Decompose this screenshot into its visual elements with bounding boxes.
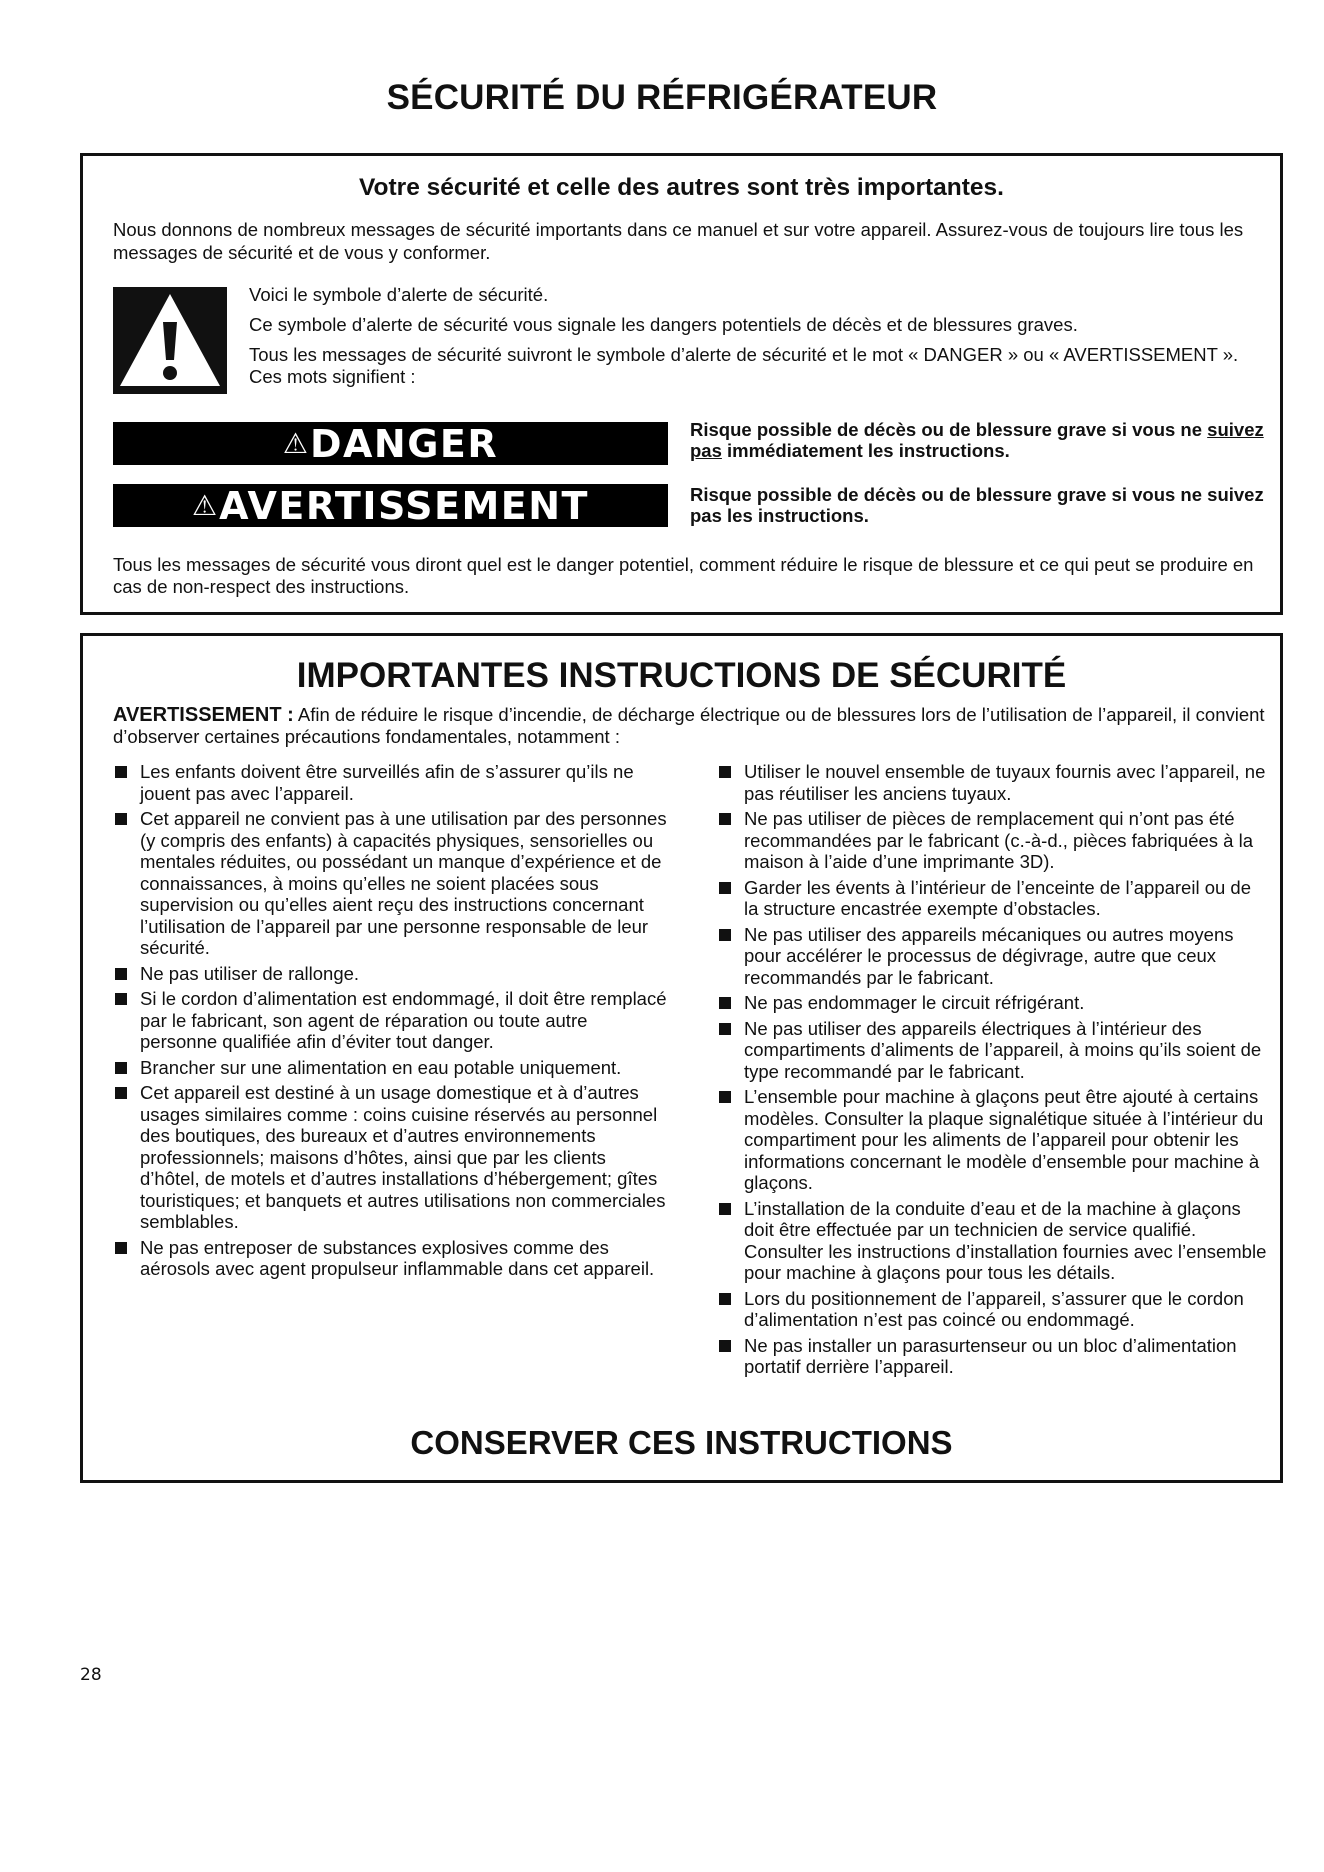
list-item [113, 988, 668, 1053]
safety-notice-box [80, 153, 1283, 615]
warning-intro [113, 704, 1273, 747]
alert-line: Tous les messages de sécurité suivront le symbole d’alerte de sécurité et le mot « DANGER » ou « AVERTISSEMENT ». Ces mots signifient : [249, 344, 1239, 387]
square-bullet-icon [719, 882, 731, 894]
list-item [717, 1086, 1269, 1194]
square-bullet-icon [719, 1340, 731, 1352]
list-item [717, 1018, 1269, 1083]
list-item [717, 808, 1269, 873]
list-item-text: Ne pas utiliser des appareils mécaniques ou autres moyens pour accélérer le processus de dégivrage, autre que ceux recommandés par le fabricant. [744, 923, 1234, 988]
list-item [113, 963, 668, 985]
danger-word: DANGER [309, 421, 499, 466]
list-item-text: Ne pas entreposer de substances explosives comme des aérosols avec agent propulseur inflammable dans cet appareil. [140, 1236, 655, 1279]
list-item [717, 761, 1269, 804]
list-item [717, 924, 1269, 989]
list-item-text: Ne pas installer un parasurtenseur ou un bloc d’alimentation portatif derrière l’appareil. [744, 1334, 1237, 1377]
list-item [113, 808, 668, 959]
alert-line: Voici le symbole d’alerte de sécurité. [249, 284, 549, 305]
warning-triangle-icon: ⚠ [192, 488, 218, 522]
square-bullet-icon [115, 993, 127, 1005]
square-bullet-icon [115, 766, 127, 778]
danger-description-text: Risque possible de décès ou de blessure grave si vous ne [690, 419, 1208, 440]
square-bullet-icon [719, 813, 731, 825]
list-item-text: Les enfants doivent être surveillés afin de s’assurer qu’ils ne jouent pas avec l’appareil. [140, 761, 634, 804]
list-item [717, 1335, 1269, 1378]
instructions-title: IMPORTANTES INSTRUCTIONS DE SÉCURITÉ [296, 656, 1067, 695]
square-bullet-icon [115, 1062, 127, 1074]
warning-signal-bar [113, 484, 668, 527]
square-bullet-icon [719, 1203, 731, 1215]
list-item-text: Cet appareil ne convient pas à une utilisation par des personnes (y compris des enfants) à capacités physiques, sensorielles ou mentales réduites, ou possédant un manque d’expérience et de connaissances, à moins qu’elles ne soient placées sous supervision ou qu’elles aient reçu des instructions concernant l’utilisation de l’appareil par une personne responsable de leur sécurité. [140, 808, 667, 958]
square-bullet-icon [719, 1023, 731, 1035]
list-item [113, 1057, 668, 1079]
list-item-text: Utiliser le nouvel ensemble de tuyaux fournis avec l’appareil, ne pas réutiliser les anciens tuyaux. [744, 761, 1266, 804]
safety-notice-title: Votre sécurité et celle des autres sont très importantes. [359, 174, 1004, 201]
list-item [717, 1198, 1269, 1284]
square-bullet-icon [115, 1087, 127, 1099]
list-item [113, 1082, 668, 1233]
list-item [717, 877, 1269, 920]
list-item-text: Si le cordon d’alimentation est endommagé, il doit être remplacé par le fabricant, son agent de réparation ou toute autre personne qualifiée afin d’éviter tout danger. [140, 988, 667, 1052]
danger-signal-bar [113, 422, 668, 465]
instructions-left-column [113, 761, 668, 1284]
warning-label: AVERTISSEMENT : [113, 704, 294, 726]
square-bullet-icon [719, 766, 731, 778]
list-item-text: Ne pas endommager le circuit réfrigérant. [744, 992, 1085, 1013]
list-item-text: Cet appareil est destiné à un usage domestique et à d’autres usages similaires comme : coins cuisine réservés au personnel des boutiques, des bureaux et d’autres environnements professionnels; maisons d’hôtes, ainsi que par les clients d’hôtel, de motels et d’autres installations d’hébergement; gîtes touristiques; et banquets et autres utilisations non commerciales semblables. [140, 1082, 666, 1232]
list-item-text: L’ensemble pour machine à glaçons peut être ajouté à certains modèles. Consulter la plaque signalétique située à l’intérieur du compartiment pour les aliments de l’appareil pour obtenir les informations concernant le modèle d’ensemble pour machine à glaçons. [744, 1086, 1264, 1193]
list-item-text: Ne pas utiliser de pièces de remplacement qui n’ont pas été recommandées par le fabricant (c.-à-d., pièces fabriquées à la maison à l’aide d’une imprimante 3D). [744, 808, 1254, 872]
square-bullet-icon [115, 968, 127, 980]
warning-word: AVERTISSEMENT [219, 483, 589, 528]
square-bullet-icon [719, 1091, 731, 1103]
square-bullet-icon [115, 1242, 127, 1254]
instructions-right-column [717, 761, 1269, 1382]
closing-title: CONSERVER CES INSTRUCTIONS [410, 1424, 953, 1461]
list-item-text: Ne pas utiliser de rallonge. [140, 962, 360, 984]
square-bullet-icon [115, 813, 127, 825]
list-item-text: L’installation de la conduite d’eau et de la machine à glaçons doit être effectuée par un technicien de service qualifié. Consulter les instructions d’installation fournies avec l’ensemble pour machine à glaçons pour tous les détails. [744, 1197, 1267, 1283]
page-title: SÉCURITÉ DU RÉFRIGÉRATEUR [386, 78, 938, 117]
warning-triangle-icon: ⚠ [282, 426, 308, 460]
safety-notice-intro: Nous donnons de nombreux messages de sécurité importants dans ce manuel et sur votre appareil. Assurez-vous de toujours lire tous les messages de sécurité et de vous y conformer. [113, 219, 1244, 263]
list-item-text: Ne pas utiliser des appareils électriques à l’intérieur des compartiments d’aliments de l’appareil, à moins qu’ils soient de type recommandé par le fabricant. [744, 1017, 1262, 1082]
page-number: 28 [80, 1665, 102, 1685]
warning-description: Risque possible de décès ou de blessure grave si vous ne suivez pas les instructions. [690, 484, 1264, 526]
list-item-text: Lors du positionnement de l’appareil, s’assurer que le cordon d’alimentation n’est pas coincé ou endommagé. [744, 1287, 1244, 1330]
list-item-text: Brancher sur une alimentation en eau potable uniquement. [140, 1056, 622, 1078]
list-item-text: Garder les évents à l’intérieur de l’enceinte de l’appareil ou de la structure encastrée exempte d’obstacles. [744, 876, 1251, 919]
danger-description [690, 419, 1265, 461]
list-item [113, 761, 668, 804]
instructions-list-right [717, 761, 1269, 1378]
list-item [113, 1237, 668, 1280]
alert-line: Ce symbole d’alerte de sécurité vous signale les dangers potentiels de décès et de blessures graves. [249, 314, 1078, 335]
safety-notice-outro: Tous les messages de sécurité vous diront quel est le danger potentiel, comment réduire le risque de blessure et ce qui peut se produire en cas de non-respect des instructions. [113, 554, 1254, 597]
list-item [717, 1288, 1269, 1331]
safety-alert-icon [113, 287, 227, 394]
danger-description-text-end: immédiatement les instructions. [721, 440, 1010, 461]
warning-intro-text: Afin de réduire le risque d’incendie, de décharge électrique ou de blessures lors de l’utilisation de l’appareil, il convient d’observer certaines précautions fondamentales, notamment : [113, 704, 1265, 747]
square-bullet-icon [719, 997, 731, 1009]
danger-description-underlined: suivez pas [690, 419, 1264, 461]
instructions-list-left [113, 761, 668, 1280]
list-item [717, 992, 1269, 1014]
safety-instructions-box [80, 633, 1283, 1483]
square-bullet-icon [719, 1293, 731, 1305]
square-bullet-icon [719, 929, 731, 941]
alert-symbol-explanation [249, 284, 1249, 388]
